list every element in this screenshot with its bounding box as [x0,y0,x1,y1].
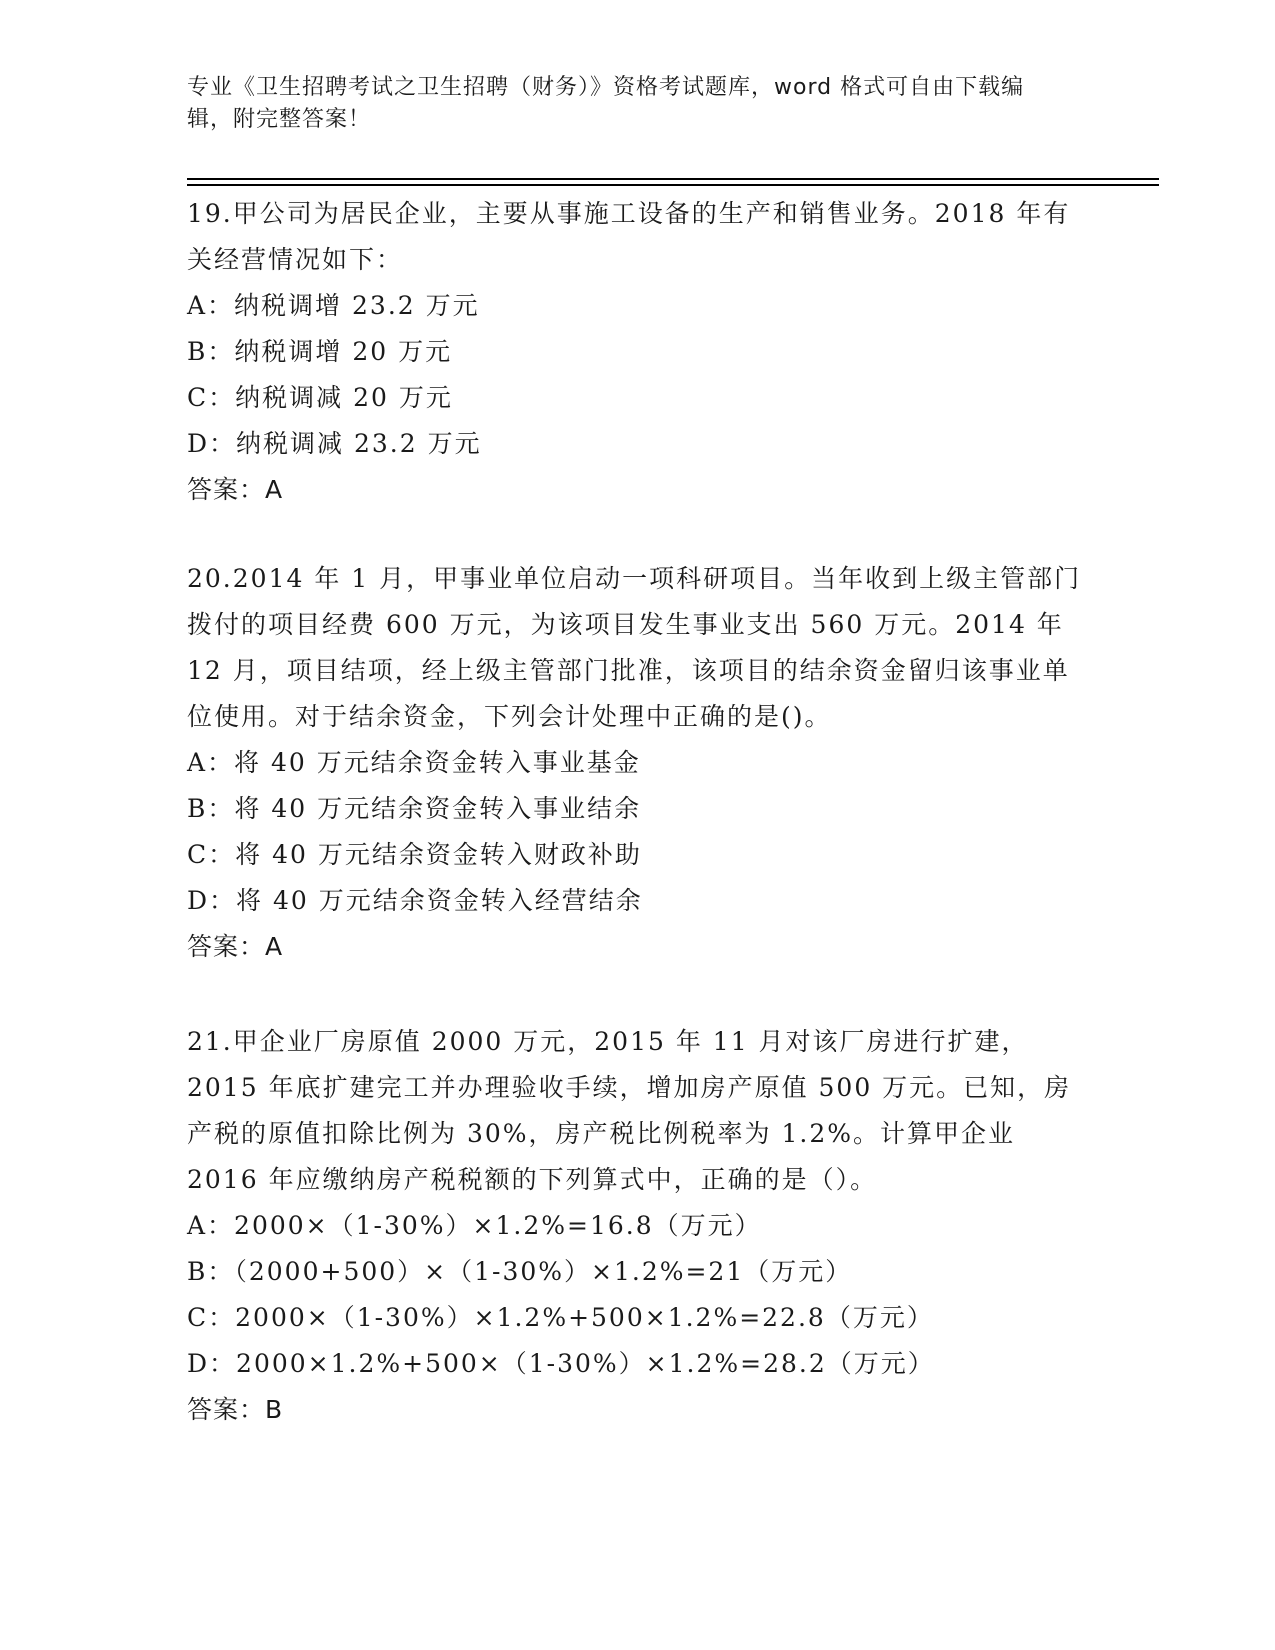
question-21 [187,1019,1087,1433]
option-d: D：纳税调减 23.2 万元 [187,429,482,458]
option-a: A：将 40 万元结余资金转入事业基金 [187,748,641,777]
option-a: A：纳税调增 23.2 万元 [187,291,480,320]
document-header [187,72,1067,136]
option-b: B：纳税调增 20 万元 [187,337,453,366]
answer-line: 答案：B [187,1395,284,1424]
answer-line: 答案：A [187,932,284,961]
question-stem: 19.甲公司为居民企业，主要从事施工设备的生产和销售业务。2018 年有关经营情况如下： [187,199,1071,274]
question-stem: 21.甲企业厂房原值 2000 万元，2015 年 11 月对该厂房进行扩建，2015 年底扩建完工并办理验收手续，增加房产原值 500 万元。已知，房产税的原值扣除比例为 30%，房产税比例税率为 1.2%。计算甲企业 2016 年应缴纳房产税税额的下列算式中，正确的是（）。 [187,1027,1072,1194]
header-divider-bottom [187,184,1159,186]
option-b: B：（2000+500）×（1-30%）×1.2%=21（万元） [187,1257,853,1286]
option-d: D：2000×1.2%+500×（1-30%）×1.2%=28.2（万元） [187,1349,935,1378]
option-b: B：将 40 万元结余资金转入事业结余 [187,794,642,823]
answer-line: 答案：A [187,475,284,504]
option-a: A：2000×（1-30%）×1.2%=16.8（万元） [187,1211,762,1240]
question-20 [187,556,1087,970]
question-stem: 20.2014 年 1 月，甲事业单位启动一项科研项目。当年收到上级主管部门拨付的项目经费 600 万元，为该项目发生事业支出 560 万元。2014 年 12 月，项目结项，经上级主管部门批准，该项目的结余资金留归该事业单位使用。对于结余资金，下列会计处理中正确的是()。 [187,564,1082,731]
header-intro-text: 专业《卫生招聘考试之卫生招聘（财务）》资格考试题库，word 格式可自由下载编辑，附完整答案！ [187,75,1025,132]
question-19 [187,191,1087,513]
option-c: C：2000×（1-30%）×1.2%+500×1.2%=22.8（万元） [187,1303,934,1332]
option-c: C：将 40 万元结余资金转入财政补助 [187,840,642,869]
option-c: C：纳税调减 20 万元 [187,383,453,412]
option-d: D：将 40 万元结余资金转入经营结余 [187,886,643,915]
header-divider-top [187,178,1159,180]
